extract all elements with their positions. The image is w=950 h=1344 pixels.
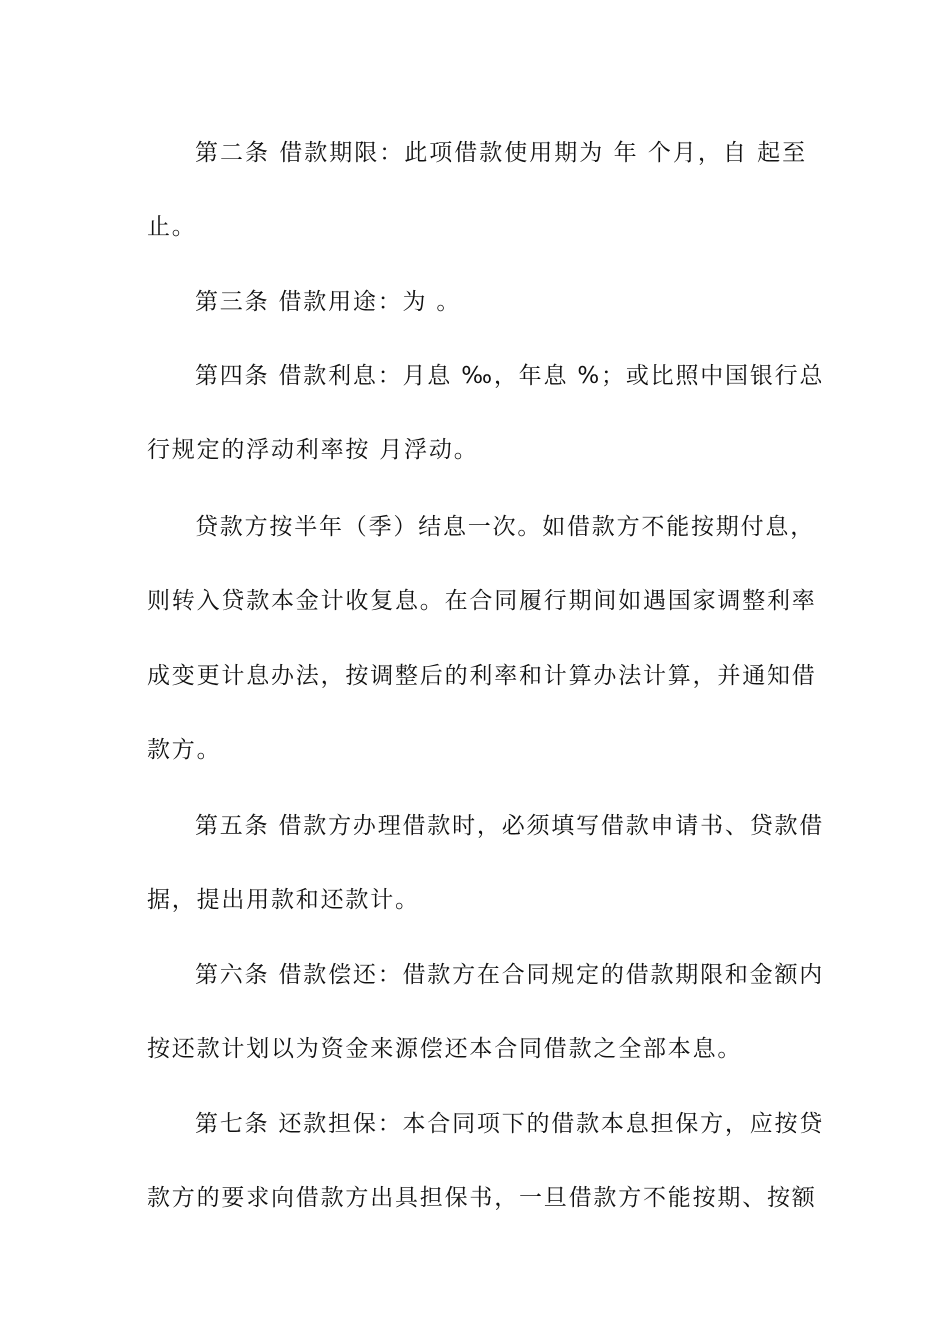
article-2-line-2: 止。 xyxy=(147,214,197,240)
interest-paragraph-line-4: 款方。 xyxy=(147,737,222,763)
interest-paragraph-line-3: 成变更计息办法，按调整后的利率和计算办法计算，并通知借 xyxy=(147,663,817,689)
article-7-line-1: 第七条 还款担保：本合同项下的借款本息担保方，应按贷 xyxy=(195,1111,825,1137)
article-6-line-1: 第六条 借款偿还：借款方在合同规定的借款期限和金额内 xyxy=(195,962,825,988)
interest-paragraph-line-2: 则转入贷款本金计收复息。在合同履行期间如遇国家调整利率 xyxy=(147,588,817,614)
article-5-line-1: 第五条 借款方办理借款时，必须填写借款申请书、贷款借 xyxy=(195,813,825,839)
article-5-line-2: 据，提出用款和还款计。 xyxy=(147,887,420,913)
article-3-line-1: 第三条 借款用途：为 。 xyxy=(195,289,462,315)
article-4-line-1: 第四条 借款利息：月息 ‰，年息 %；或比照中国银行总 xyxy=(195,363,825,389)
interest-paragraph-line-1: 贷款方按半年（季）结息一次。如借款方不能按期付息， xyxy=(195,514,815,540)
article-2-line-1: 第二条 借款期限：此项借款使用期为 年 个月，自 起至 xyxy=(195,140,807,166)
article-6-line-2: 按还款计划以为资金来源偿还本合同借款之全部本息。 xyxy=(147,1036,743,1062)
article-4-line-2: 行规定的浮动利率按 月浮动。 xyxy=(147,437,479,463)
article-7-line-2: 款方的要求向借款方出具担保书，一旦借款方不能按期、按额 xyxy=(147,1185,817,1211)
